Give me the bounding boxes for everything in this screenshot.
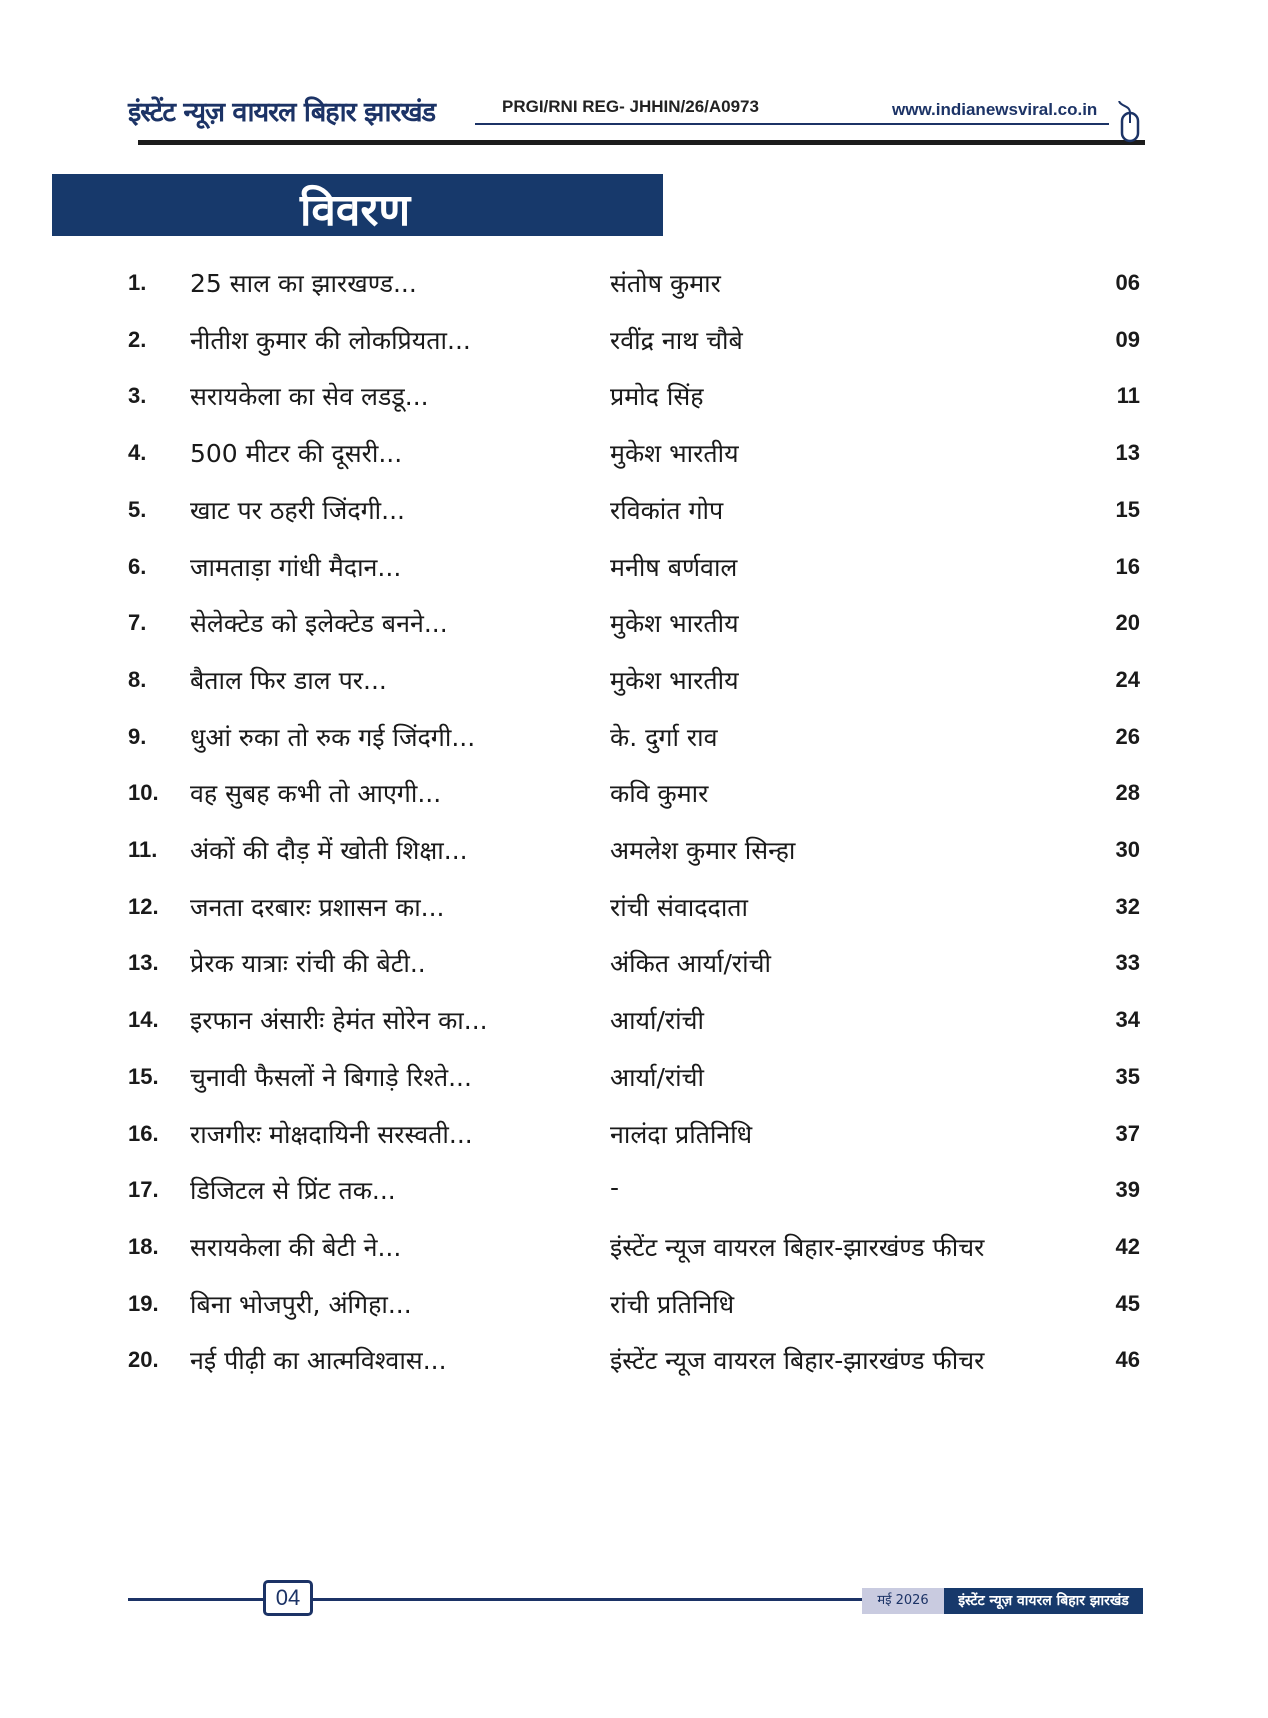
toc-number: 9.	[128, 723, 147, 749]
toc-row[interactable]	[0, 1335, 1268, 1391]
footer-page-number: 04	[263, 1580, 313, 1616]
toc-number: 13.	[128, 950, 159, 976]
toc-author: कवि कुमार	[610, 779, 709, 809]
toc-row[interactable]	[0, 938, 1268, 994]
toc-page: 30	[1115, 837, 1140, 862]
toc-page: 13	[1115, 440, 1140, 466]
header-thin-rule	[475, 123, 1109, 125]
toc-page: 37	[1115, 1120, 1140, 1146]
toc-author: रांची प्रतिनिधि	[610, 1289, 735, 1319]
toc-number: 14.	[128, 1007, 159, 1033]
toc-number: 10.	[128, 780, 159, 806]
toc-page: 24	[1115, 666, 1140, 692]
toc-row[interactable]	[0, 485, 1268, 541]
toc-author: रविकांत गोप	[610, 495, 724, 525]
toc-title: जामताड़ा गांधी मैदान...	[190, 552, 402, 582]
section-title: विवरण	[300, 185, 411, 236]
toc-title: जनता दरबारः प्रशासन का...	[190, 892, 445, 922]
toc-row[interactable]	[0, 1052, 1268, 1108]
toc-number: 8.	[128, 666, 147, 692]
toc-author: प्रमोद सिंह	[610, 382, 704, 412]
toc-number: 15.	[128, 1063, 159, 1089]
toc-row[interactable]	[0, 655, 1268, 711]
toc-title: बैताल फिर डाल पर...	[190, 665, 387, 695]
toc-title: धुआं रुका तो रुक गई जिंदगी...	[190, 722, 476, 752]
toc-row[interactable]	[0, 315, 1268, 371]
toc-author: -	[610, 1173, 620, 1203]
toc-row[interactable]	[0, 258, 1268, 314]
header-thick-rule	[138, 140, 1145, 145]
toc-page: 06	[1115, 270, 1140, 295]
footer-date: मई 2026	[862, 1588, 944, 1614]
toc-page: 34	[1115, 1007, 1140, 1033]
toc-number: 7.	[128, 610, 147, 636]
toc-page: 42	[1115, 1233, 1140, 1259]
toc-row[interactable]	[0, 882, 1268, 938]
toc-number: 5.	[128, 496, 147, 522]
toc-page: 35	[1115, 1063, 1140, 1089]
toc-number: 6.	[128, 553, 147, 579]
mouse-icon	[1117, 101, 1141, 143]
toc-title: इरफान अंसारीः हेमंत सोरेन का...	[190, 1006, 488, 1036]
toc-author: मुकेश भारतीय	[610, 609, 739, 639]
toc-page: 20	[1115, 610, 1140, 636]
toc-author: संतोष कुमार	[610, 269, 721, 298]
toc-title: अंकों की दौड़ में खोती शिक्षा...	[190, 836, 468, 865]
toc-number: 19.	[128, 1290, 159, 1316]
toc-row[interactable]	[0, 768, 1268, 824]
toc-author: मुकेश भारतीय	[610, 439, 739, 469]
toc-title: 500 मीटर की दूसरी...	[190, 439, 403, 469]
toc-page: 26	[1115, 723, 1140, 749]
toc-author: इंस्टेंट न्यूज वायरल बिहार-झारखंण्ड फीचर	[610, 1232, 985, 1262]
toc-page: 45	[1115, 1290, 1140, 1316]
toc-title: सेलेक्टेड को इलेक्टेड बनने...	[190, 609, 448, 639]
toc-author: अंकित आर्या/रांची	[610, 949, 771, 979]
toc-row[interactable]	[0, 1109, 1268, 1165]
toc-number: 2.	[128, 326, 147, 352]
toc-row[interactable]	[0, 371, 1268, 427]
toc-page: 15	[1115, 496, 1140, 522]
toc-number: 4.	[128, 440, 147, 466]
toc-page: 28	[1115, 780, 1140, 806]
toc-number: 11.	[128, 837, 158, 862]
website-link[interactable]: www.indianewsviral.co.in	[892, 100, 1098, 119]
toc-row[interactable]	[0, 598, 1268, 654]
toc-number: 17.	[128, 1177, 159, 1203]
toc-title: बिना भोजपुरी, अंगिहा...	[190, 1289, 412, 1319]
toc-number: 3.	[128, 383, 147, 409]
toc-row[interactable]	[0, 428, 1268, 484]
toc-row[interactable]	[0, 1279, 1268, 1335]
toc-row[interactable]	[0, 542, 1268, 598]
toc-number: 16.	[128, 1120, 159, 1146]
toc-page: 39	[1115, 1177, 1140, 1203]
toc-title: 25 साल का झारखण्ड...	[190, 269, 417, 298]
toc-row[interactable]	[0, 1222, 1268, 1278]
footer-brand: इंस्टेंट न्यूज़ वायरल बिहार झारखंड	[944, 1588, 1143, 1614]
toc-author: रांची संवाददाता	[610, 892, 749, 922]
toc-title: खाट पर ठहरी जिंदगी...	[190, 495, 405, 525]
toc-row[interactable]	[0, 1165, 1268, 1221]
toc-title: नीतीश कुमार की लोकप्रियता...	[190, 325, 471, 355]
toc-page: 09	[1115, 326, 1140, 352]
toc-author: रवींद्र नाथ चौबे	[610, 325, 743, 355]
toc-title: चुनावी फैसलों ने बिगाड़े रिश्ते...	[190, 1062, 472, 1092]
toc-page: 32	[1115, 893, 1140, 919]
toc-number: 1.	[128, 270, 147, 295]
masthead-title: इंस्टेंट न्यूज़ वायरल बिहार झारखंड	[128, 97, 436, 128]
toc-number: 20.	[128, 1347, 159, 1373]
toc-author: के. दुर्गा राव	[610, 722, 718, 752]
toc-author: आर्या/रांची	[610, 1006, 704, 1036]
section-banner	[52, 174, 663, 236]
registration-number: PRGI/RNI REG- JHHIN/26/A0973	[502, 97, 759, 116]
toc-page: 16	[1115, 553, 1140, 579]
toc-title: डिजिटल से प्रिंट तक...	[190, 1176, 396, 1206]
toc-title: नई पीढ़ी का आत्मविश्वास...	[190, 1346, 447, 1376]
toc-row[interactable]	[0, 825, 1268, 881]
toc-author: अमलेश कुमार सिन्हा	[610, 836, 796, 865]
toc-title: वह सुबह कभी तो आएगी...	[190, 779, 442, 809]
toc-page: 46	[1115, 1347, 1140, 1373]
toc-title: सरायकेला की बेटी ने...	[190, 1232, 402, 1262]
toc-title: सरायकेला का सेव लडडू...	[190, 382, 429, 412]
toc-title: राजगीरः मोक्षदायिनी सरस्वती...	[190, 1119, 473, 1149]
toc-row[interactable]	[0, 712, 1268, 768]
toc-author: मनीष बर्णवाल	[610, 552, 738, 582]
toc-author: नालंदा प्रतिनिधि	[610, 1119, 753, 1149]
toc-row[interactable]	[0, 995, 1268, 1051]
toc-page: 33	[1115, 950, 1140, 976]
toc-number: 18.	[128, 1233, 159, 1259]
toc-title: प्रेरक यात्राः रांची की बेटी..	[190, 949, 426, 979]
toc-author: इंस्टेंट न्यूज वायरल बिहार-झारखंण्ड फीचर	[610, 1346, 985, 1376]
toc-author: मुकेश भारतीय	[610, 665, 739, 695]
toc-page: 11	[1116, 383, 1140, 409]
toc-number: 12.	[128, 893, 159, 919]
toc-author: आर्या/रांची	[610, 1062, 704, 1092]
